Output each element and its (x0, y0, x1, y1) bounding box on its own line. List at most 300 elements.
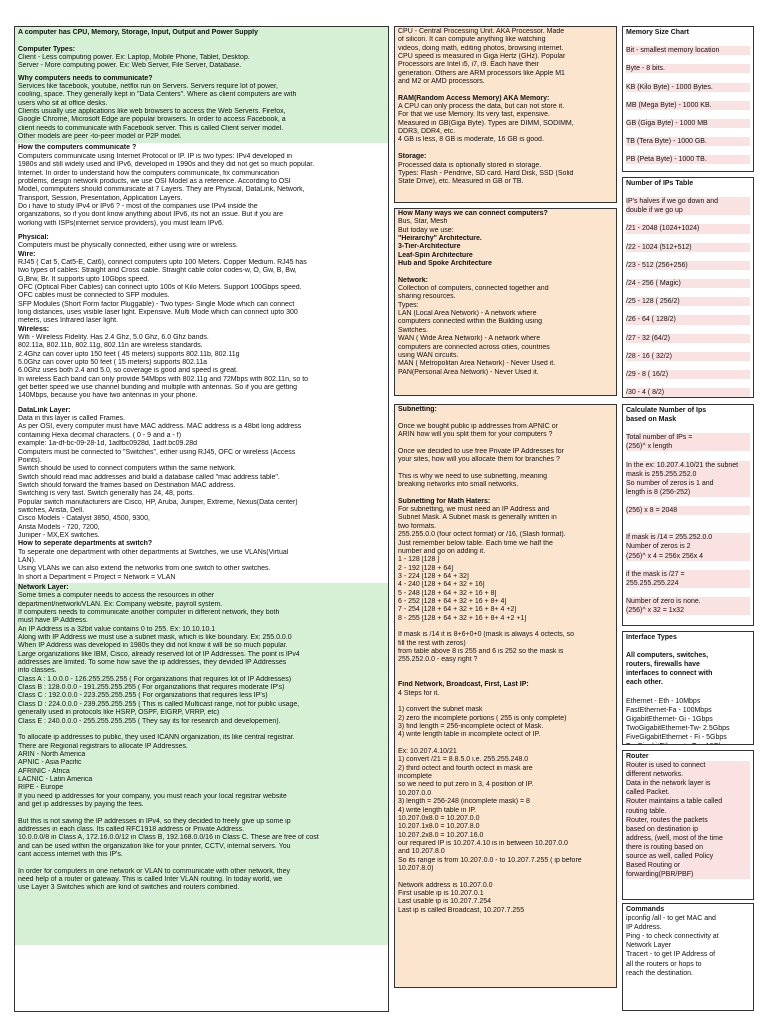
col1-block4-line: In wireless Each band can only provide 54Mbps with 802.11g and 72Mbps with 802.11n, so to (18, 375, 309, 383)
col3-memory-line (626, 55, 750, 64)
col2-block3-line: number and go on adding it. (398, 547, 486, 555)
col2-block3-line: 7 - 254 [128 + 64 + 32 + 16 + 8+ 4 +2] (398, 606, 517, 614)
col3-router-line: Based Routing or (626, 861, 750, 870)
col2-block3-line: First usable ip is 10.207.0.1 (398, 889, 484, 897)
col3-router-line: address, (well, most of the time (626, 834, 750, 843)
col1-block4-line: two types of cables: Straight and Cross cable. Straight cable color codes-w, O, Gw, B, Bw, (18, 267, 297, 275)
col2-block3-line: 4 Steps for it. (398, 689, 440, 697)
col3-iface-line: each other. (626, 679, 663, 687)
col2-block2-line: WAN ( Wide Area Network) - A network where (398, 335, 541, 343)
col3-iface-line: GigabitEthernet- Gi - 1Gbps (626, 715, 713, 723)
col3-calc (626, 406, 750, 615)
col1-block3-line: Computers communicate using Internet Protocol or IP. IP is two types: IPv4 developed in (18, 152, 293, 160)
col3-memory-line: Byte - 8 bits. (626, 64, 750, 73)
col3-ips-line (626, 343, 750, 352)
col3-iface-line: All computers, switches, (626, 652, 709, 660)
col3-ips (626, 179, 750, 398)
col3-iface-line: interfaces to connect with (626, 670, 713, 678)
col2-network-panel (394, 208, 617, 396)
col3-iface (626, 633, 750, 745)
col2-block3-line: incomplete (398, 773, 432, 781)
col3-calc-line: (256)^ x 32 = 1x32 (626, 606, 750, 615)
col1-block5-line: Arista Models - 720, 7200, (18, 523, 100, 531)
col2-block3 (398, 406, 613, 915)
col2-block3-line: Network address is 10.207.0.0 (398, 881, 493, 889)
col1-block5 (18, 407, 385, 582)
col1-block3-line: problems, design network products, we use OSI Model as a reference. According to OSI (18, 177, 291, 185)
col3-cmds-panel (622, 903, 754, 1011)
col2-block1-line: Types: Flash - Pendrive, SD card. Hard Disk, SSD (Solid (398, 169, 574, 177)
col3-memory-line: GB (Giga Byte) - 1000 MB (626, 119, 750, 128)
col1-block2-line: Clients usually use applications like web browsers to access the Web Servers. Firefox, (18, 108, 286, 116)
col2-block2-line: LAN (Local Area Network) - A network where (398, 310, 537, 318)
col1-block6-line: Large organizations like IBM, Cisco, already reserved lot of IP Addresses. The point is IPv4 (18, 650, 300, 658)
col3-ips-panel (622, 177, 754, 398)
col3-ips-line: /23 - 512 (256+256) (626, 261, 750, 270)
col1-block2-line: cooling, space. They generally kept in "Data Centers". Where as client computers are with (18, 91, 297, 99)
col1-block1-line: A computer has CPU, Memory, Storage, Input, Output and Power Supply (18, 29, 258, 36)
col3-calc-line (626, 515, 750, 524)
col2-block1 (398, 28, 613, 187)
col3-router-line: called Packet. (626, 788, 750, 797)
col3-memory-line (626, 73, 750, 82)
col3-ips-line: /25 - 128 ( 256/2) (626, 297, 750, 306)
col1-block1-line: Server - More computing power. Ex: Web Server, File Server, Database. (18, 62, 242, 70)
col1-block6-line: into classes. (18, 667, 57, 675)
col3-ips-line: /27 - 32 (64/2) (626, 334, 750, 343)
col2-block3-line: For subnetting, we must need an IP Address and (398, 506, 550, 514)
col1-block1-line: Computer Types: (18, 45, 76, 53)
col3-memory-line (626, 92, 750, 101)
col1-block6-line: and can be used within the organization like for your printer, CCTV, internal servers. You (18, 842, 291, 850)
col3-ips-line: /30 - 4 ( 8/2) (626, 388, 750, 397)
col3-calc-line: mask is 255.255.252.0 (626, 470, 750, 479)
col3-cmds (626, 905, 750, 978)
col3-cmds-line: all the routers or hops to (626, 960, 702, 968)
col1-block5-line: Computers must be connected to "Switches", either using RJ45, OFC or wireless (Access (18, 448, 296, 456)
col3-ips-line (626, 361, 750, 370)
col2-block3-line (398, 623, 613, 631)
col2-block3-line: 6 - 252 [128 + 64 + 32 + 16 + 8+ 4] (398, 597, 507, 605)
col1-block6-line: Class A : 1.0.0.0 - 126.255.255.255 ( For organizations that requires lot of IP Addresses) (18, 675, 292, 683)
col3-calc-line (626, 561, 750, 570)
col1-block4-line: 140Mbps, because you have two antennas in your phone. (18, 392, 198, 400)
col1-block6-line: addresses are limited. To some how save the ip addresses, they devided IP Addresses (18, 659, 287, 667)
col2-block3-line: ARIN how will you split them for your computers ? (398, 431, 553, 439)
col3-memory (626, 28, 750, 164)
col3-cmds-line: Network Layer (626, 942, 672, 950)
col1-block3-line: working with ISPs(internet service providers), you must learn IPv6. (18, 219, 224, 227)
col1-block6-line: use Layer 3 Switches which are kind of switches and routers combined. (18, 884, 240, 892)
col1-block3-line: Model, commputers should communicate at 7 Layers. They are Physical, DataLink, Network, (18, 186, 305, 194)
col1-block2-line: Why computers needs to communicate? (18, 74, 153, 82)
col2-block3-line: your sites, how will you allocate them for branches ? (398, 456, 560, 464)
col3-calc-line: Number of zeros is 2 (626, 542, 750, 551)
col1-block6-line: An IP Address is a 32bit value contains 0 to 255. Ex: 10.10.10.1 (18, 625, 216, 633)
col1-block6-line (18, 726, 385, 734)
col3-router-line: different networks. (626, 770, 750, 779)
col2-block2-line: Collection of computers, connected together and (398, 285, 549, 293)
col2-block1-line: Storage: (398, 153, 427, 161)
col3-router-line: Router maintains a table called (626, 797, 750, 806)
col1-block6-line: Class D : 224.0.0.0 - 239.255.255.255 ( This is called Multicast range, not for public usage, (18, 700, 300, 708)
col2-block3-line: two formats. (398, 522, 437, 530)
col2-block3-line: Ex: 10.207.4.10/21 (398, 748, 457, 756)
col3-calc-line: In the ex: 10.207.4.10/21 the subnet (626, 461, 750, 470)
col2-block3-line: 3) find length = 256-incomplete octect of Mask. (398, 723, 544, 731)
col1-block6-line: APNIC - Asia Pacific (18, 759, 82, 767)
col3-calc-line: Calculate Number of Ips (626, 407, 707, 414)
col1-block4-line: 802.11a, 802.11b, 802.11g, 802.11n are wireless standards. (18, 342, 203, 350)
col1-block4-line: Wireless: (18, 325, 50, 333)
col2-block3-line: 10.207.1x8.0 = 10.207.8.0 (398, 823, 480, 831)
col2-block2-line: But today we use: (398, 226, 454, 234)
col2-block3-line (398, 873, 613, 881)
col2-block3-line: and 10.207.8.0 (398, 848, 445, 856)
col2-block3-line: 2 - 192 [128 + 64] (398, 564, 454, 572)
col3-ips-line: Number of IPs Table (626, 180, 694, 187)
col2-block3-line: 3) length = 256-248 (incomplete mask) = 8 (398, 798, 530, 806)
col3-cmds-line: Tracert - to get IP Address of (626, 951, 716, 959)
col1-block6-line: LACNIC - Latin America (18, 775, 93, 783)
col2-block1-line: CPU - Central Processing Unit. AKA Processor. Made (398, 28, 565, 35)
col2-block2-line: Leaf-Spin Architecture (398, 251, 473, 259)
col3-memory-line (626, 37, 750, 46)
col2-block3-line: so we need to put zero in 3, 4 position of IP. (398, 781, 534, 789)
col2-block3-line: 10.207.0x8.0 = 10.207.0.0 (398, 814, 480, 822)
col1-block6-line (18, 859, 385, 867)
col3-router-line: Router is used to connect (626, 761, 750, 770)
col2-block3-line: our required IP is 10.207.4.10 is in between 10.207.0.0 (398, 839, 568, 847)
col3-calc-line (626, 588, 750, 597)
col1-block4-line: 5.0Ghz can cover upto 50 feet ( 15 meters) supports 802.11a (18, 359, 207, 367)
col3-calc-line: (256)^ x length (626, 442, 750, 451)
col2-block2-line: Network: (398, 276, 428, 284)
col3-memory-line: KB (Kilo Byte) - 1000 Bytes. (626, 83, 750, 92)
col3-calc-line: 255.255.255.224 (626, 579, 750, 588)
col2-block3-line: 10.207.8.0) (398, 864, 434, 872)
col1-osi-band (15, 143, 388, 583)
col3-memory-line: TB (Tera Byte) - 1000 GB. (626, 137, 750, 146)
col2-block3-line (398, 665, 613, 673)
col1-block5-line: Switch should be used to connect computers within the same network. (18, 465, 236, 473)
col2-block2-line: computers are connected across cities, countries (398, 343, 550, 351)
col3-calc-line: Number of zero is none. (626, 597, 750, 606)
col1-block4-line: Wifi - Wireless Fidelity. Has 2.4 Ghz, 5.0 Ghz, 6.0 Ghz bands. (18, 334, 209, 342)
col3-ips-line: /29 - 8 ( 16/2) (626, 370, 750, 379)
col1-block5-line: In short a Department = Project = Network = VLAN (18, 573, 176, 581)
col3-calc-line (626, 497, 750, 506)
col2-block2-line: Bus, Star, Mesh (398, 218, 448, 226)
col2-block3-line: 255.252.0.0 - easy right ? (398, 656, 478, 664)
col3-cmds-line: Ping - to check connectivity at (626, 933, 719, 941)
col2-block2-line: Hub and Spoke Architecture (398, 260, 492, 268)
col1-block4-line: meters, uses Infrared laser light. (18, 317, 118, 325)
col2-block3-line: 1) convert the subnet mask (398, 706, 483, 714)
col3-memory-line (626, 128, 750, 137)
col2-block3-line: Last usable ip is 10.207.7.254 (398, 898, 492, 906)
col3-iface-line: FiveGigabitEthernet - Fi - 5Gbps (626, 734, 727, 742)
col1-block6-line: need help of a router or gateway. This is called Inter VLAN routing. In today world, we (18, 876, 283, 884)
col3-ips-line (626, 325, 750, 334)
col2-block2-line (398, 268, 613, 276)
col2-block1-line: and M2 or AMD processors. (398, 78, 485, 86)
col2-block3-line: Last ip is called Broadcast, 10.207.7.255 (398, 906, 525, 914)
col1-block5-line: containing Hexa decimal characters. ( 0 - 9 and a - f) (18, 431, 182, 439)
col1-block5-line: Cisco Models - Catalyst 3850, 4500, 9300, (18, 515, 150, 523)
col1-block6-line: If you need ip addresses for your company, you must reach your local registrar website (18, 792, 287, 800)
col1-block4-line: G,Brw, Br. It supports upto 10Gbps speed. (18, 275, 150, 283)
col2-block3-line: 4) write length table in IP. (398, 806, 477, 814)
col1-panel (14, 26, 389, 1012)
col1-block1-line (18, 37, 385, 45)
col2-block3-line: Once we decided to use free Private IP Addresses for (398, 447, 565, 455)
col1-block4-line: SFP Modules (Short Form factor Pluggable) - Two types- Single Mode which can connect (18, 300, 295, 308)
col1-block6-line: Network Layer: (18, 584, 69, 591)
col1-block6-line (18, 809, 385, 817)
col3-iface-line: TwoGigabitEthernet-Tw- 2.5Gbps (626, 724, 730, 732)
col2-block2-line: PAN(Personal Area Network) - Never Used it. (398, 368, 539, 376)
col2-block3-line: Once we bought public ip addresses from APNIC or (398, 422, 558, 430)
col1-block2-line: Google Chrome, Microsoft Edge are popular browsers. In order to access Facebook, a (18, 116, 286, 124)
col1-block5-line: How to seperate departments at switch? (18, 540, 153, 548)
col1-network-band (15, 583, 388, 945)
col3-ips-line: /26 - 64 ( 128/2) (626, 315, 750, 324)
col1-block4-line: Physical: (18, 233, 49, 241)
col2-block1-line: RAM(Random Access Memory) AKA Memory: (398, 94, 550, 102)
col2-block2-line: Switches. (398, 326, 428, 334)
col3-router (626, 752, 750, 879)
col1-block6-line: Class C : 192.0.0.0 - 223.255.255.255 ( For organizations that requires less IP's) (18, 692, 268, 700)
col2-block2-line: How Many ways we can connect computers? (398, 210, 548, 217)
col2-block1-line: Processed data is optionally stored in storage. (398, 161, 542, 169)
col3-router-panel (622, 750, 754, 900)
col2-block2-line: Types: (398, 301, 419, 309)
col2-block3-line: 10.207.0.0 (398, 789, 432, 797)
col1-block6-line: When IP Address was developed in 1980s they did not know it will be so much popular. (18, 642, 288, 650)
col2-block3-line: 8 - 255 [128 + 64 + 32 + 16 + 8+ 4 +2 +1] (398, 614, 527, 622)
col1-block4-line: OFC (Optical Fiber Cables) can connect upto 100s of Kilo Meters. Support 100Gbps speed. (18, 283, 302, 291)
col2-block1-line: 4 GB is less, 8 GB is moderate, 16 GB is good. (398, 136, 544, 144)
col1-block6-line: Class E : 240.0.0.0 - 255.255.255.255 ( They say its for research and developemen). (18, 717, 281, 725)
col3-calc-line: Total number of IPs = (626, 433, 750, 442)
col1-block6-line: Along with IP Address we must use a subnet mask, which is like boundary. Ex: 255.0.0.0 (18, 634, 292, 642)
col1-block5-line: Using VLANs we can also extend the networks from one switch to other switches. (18, 565, 271, 573)
col1-block2 (18, 75, 385, 142)
col2-block1-line: generation. Others are ARM processors like Apple M1 (398, 69, 565, 77)
col2-block2 (398, 210, 613, 377)
col3-calc-line (626, 524, 750, 533)
col2-block1-line: Processors are Intel i5, i7, i9. Each have their (398, 61, 539, 69)
col3-calc-line: length is 8 (256-252) (626, 488, 750, 497)
col1-block5-line: Data in this layer is called Frames. (18, 415, 125, 423)
col2-block1-line: State Drive), etc. Measured in GB or TB. (398, 178, 524, 186)
col2-block3-line: 1 - 128 [128 ] (398, 556, 440, 564)
col2-hardware-panel (394, 26, 617, 203)
col1-block6-line: ARIN - North America (18, 750, 86, 758)
col2-block3-line: 2) third octect and fourth octect in mask are (398, 764, 533, 772)
col3-cmds-line: reach the destination. (626, 969, 693, 977)
col1-block5-line: switches, Arista, Dell. (18, 506, 85, 514)
col2-block2-line: MAN ( Metropolitan Area Network) - Never Used it. (398, 360, 556, 368)
col3-calc-line: If mask is /14 = 255.252.0.0 (626, 533, 750, 542)
col1-block2-line: Other models are peer -to-peer model or P2P model. (18, 133, 182, 141)
col1-block5-line: Juniper - MX,EX switches. (18, 531, 100, 539)
col2-block3-line: from table above 8 is 255 and 6 is 252 so the mask is (398, 647, 564, 655)
col1-block6-line: But this is not saving the IP addresses in IPv4, so they decided to freely give up some ip (18, 817, 291, 825)
col2-block3-line: 10.207.2x8.0 = 10.207.16.0 (398, 831, 484, 839)
col2-block3-line: Subnetting: (398, 406, 437, 413)
col3-ips-line (626, 379, 750, 388)
col2-block3-line: Subnet Mask. A Subnet mask is generally written in (398, 514, 557, 522)
col3-calc-line: based on Mask (626, 416, 677, 424)
col2-block3-line: Subnetting for Math Haters: (398, 497, 491, 505)
col1-block6-line: AFRINIC - Africa (18, 767, 70, 775)
col1-block6-line: generally used in protocols like HSRP, OSPF, EIGRP, VRRP, etc) (18, 709, 220, 717)
col3-calc-panel (622, 404, 754, 626)
col1-block3 (18, 144, 385, 227)
col1-block5-line: Switch should forward the frames based on Destination MAC address. (18, 481, 236, 489)
col1-block4-line: OFC cables must be connected to SFP modules. (18, 292, 170, 300)
col2-block3-line: So its range is from 10.207.0.0 - to 10.207.7.255 ( ip before (398, 856, 582, 864)
col2-block3-line: 2) zero the incomplete portions ( 255 is only complete) (398, 714, 567, 722)
col1-intro-band (15, 27, 388, 143)
col2-block1-line: CPU speed is measured in Giga Hertz (GHz). Popular (398, 53, 566, 61)
col2-block3-line: Just remember below table. Each time we half the (398, 539, 553, 547)
col3-ips-line (626, 188, 750, 197)
col3-ips-line (626, 270, 750, 279)
col2-block2-line: computers connected within the Building using (398, 318, 542, 326)
col2-block1-line: A CPU can only process the data, but can not store it. (398, 103, 565, 111)
col3-iface-line: routers, firewalls have (626, 661, 700, 669)
col1-block6-line: Some times a computer needs to access the resources in other (18, 592, 215, 600)
col2-block3-line: fill the rest with zeros) (398, 639, 466, 647)
col2-block2-line: using WAN circuits. (398, 351, 459, 359)
col1-block5-line: DataLink Layer: (18, 406, 71, 414)
col3-router-line: Data in the network layer is (626, 779, 750, 788)
col3-memory-line: Memory Size Chart (626, 29, 690, 36)
col3-iface-line (626, 688, 750, 697)
col3-memory-line: PB (Peta Byte) - 1000 TB. (626, 155, 750, 164)
col3-ips-line (626, 288, 750, 297)
col3-memory-line (626, 110, 750, 119)
col2-block3-line: 1) convert /21 = 8.8.5.0 i.e. 255.255.248.0 (398, 756, 529, 764)
col2-block2-line: "Heirarchy" Architecture. (398, 235, 482, 243)
col3-ips-line (626, 215, 750, 224)
col2-block3-line (398, 673, 613, 681)
col1-block4-line: RJ45 ( Cat 5, Cat5-E, Cat6), connect computers upto 100 Meters. Copper Medium. RJ45 has (18, 258, 307, 266)
col2-block1-line: DDR3, DDR4, etc. (398, 128, 456, 136)
col3-memory-line: MB (Mega Byte) - 1000 KB. (626, 101, 750, 110)
col1-block6-line: addresses in each class. Its called RFC1918 address or Private Address. (18, 825, 245, 833)
col3-calc-line (626, 451, 750, 460)
col1-block6-line: There are Regional registrars to allocate IP Addresses. (18, 742, 188, 750)
col2-block3-line: 4 - 240 [128 + 64 + 32 + 16] (398, 581, 485, 589)
col1-block3-line: How the computers communicate ? (18, 144, 137, 152)
col1-block5-line: example: 1a-df-bc-09-28-1d, 1adfbc0928d, 1adf.bc09.28d (18, 440, 198, 448)
col3-iface-line: Ethernet - Eth - 10Mbps (626, 697, 701, 705)
col3-ips-line (626, 397, 750, 398)
col1-block4-line: long distances, uses visible laser light. Expensive. Multi Mode which can connect upto 300 (18, 309, 298, 316)
col1-block6-line: Class B : 128.0.0.0 - 191.255.255.255 ( For organizations that requires moderate IP's) (18, 684, 285, 692)
col2-block2-line: 3-Tier-Architecture (398, 243, 461, 251)
col3-memory-line: Bit - smallest memory location (626, 46, 750, 55)
col1-block4 (18, 234, 385, 401)
col3-cmds-line: IP Address. (626, 924, 662, 932)
col2-subnetting-panel (394, 404, 617, 988)
col2-block3-line (398, 698, 613, 706)
col2-block2-line: sharing resources. (398, 293, 456, 301)
col1-block4-line: get better speed we use channel bunding and multiple with antennas. So if you are getting (18, 384, 298, 392)
col2-block3-line: breaking networks into small networks. (398, 481, 519, 489)
col3-memory-line (626, 146, 750, 155)
col3-ips-line: double if we go up (626, 206, 750, 215)
col1-block3-line: Do i have to study IPv4 or IPv6 ? - most of the companies use IPv4 inside the (18, 202, 258, 210)
col2-block3-line: 4) write length table in incomplete octect of IP. (398, 731, 541, 739)
col2-block3-line (398, 740, 613, 748)
col2-block1-line (398, 86, 613, 94)
col3-calc-line: (256) x 8 = 2048 (626, 506, 750, 515)
col1-block4-line: 2.4Ghz can cover upto 150 feet ( 45 meters) supports 802.11b, 802.11g (18, 350, 240, 358)
col1-block2-line: Services like facebook, youtube, netflix run on Servers. Servers require lot of power, (18, 83, 278, 91)
col3-ips-line (626, 234, 750, 243)
col3-router-line: Router (626, 753, 649, 760)
col3-ips-line: /21 - 2048 (1024+1024) (626, 224, 750, 233)
col1-block3-line: 1980s and still widely used and IPv6, developed in 1990s and they did not get so much popular. (18, 161, 315, 169)
col1-block6-line: To allocate ip addresses to public, they used ICANN organization, its like central registrar. (18, 734, 295, 742)
col1-block5-line: To seperate one department with other departments at Switches, we use VLANs(Virtual (18, 548, 289, 556)
col3-router-line: based on destination ip (626, 825, 750, 834)
col3-calc-line: (256)^ x 4 = 256x 256x 4 (626, 552, 750, 561)
col3-memory-panel (622, 26, 754, 172)
col3-cmds-line: ipconfig /all - to get MAC and (626, 915, 716, 923)
col1-block3-line: Internet. In order to understand how the computers communicate, fix communication (18, 169, 280, 177)
col2-block1-line: of silicon. It can compute anything like watching (398, 36, 546, 44)
col2-block3-line: If mask is /14 it is 8+6+0+0 (mask is always 4 octects, so (398, 631, 575, 639)
col1-block1 (18, 29, 385, 71)
col3-router-line: Router, routes the packets (626, 816, 750, 825)
col3-ips-line: /28 - 16 ( 32/2) (626, 352, 750, 361)
col1-block4-line: 6.0Ghz uses both 2.4 and 5.0, so coverage is good and speed is great. (18, 367, 238, 375)
col3-router-line: there is routing based on (626, 843, 750, 852)
col1-block6-line: department/network/VLAN. Ex: Company website, payroll system. (18, 600, 223, 608)
col1-block5-line: Points). (18, 456, 42, 464)
col3-router-line: forwarding(PBR/PBF) (626, 870, 750, 879)
col2-block3-line: Find Network, Broadcast, First, Last IP: (398, 681, 529, 689)
col3-router-line: routing table. (626, 807, 750, 816)
col1-block5-line: Switching is very fast. Switch generally has 24, 48, ports. (18, 490, 195, 498)
col3-iface-line (626, 742, 750, 745)
col1-block6-line: must have IP Address. (18, 617, 88, 625)
col3-ips-line (626, 306, 750, 315)
col1-block5-line: Switch should read mac addresses and build a database called "mac address table". (18, 473, 280, 481)
col2-block1-line: Measured in GB(Giga Byte). Types are DIMM, SODIMM, (398, 119, 574, 127)
col3-iface-line (626, 642, 750, 651)
col3-calc-line: if the mask is /27 = (626, 570, 750, 579)
col2-block3-line: This is why we need to use subnetting, meaning (398, 472, 548, 480)
col2-block1-line (398, 145, 613, 153)
col1-block2-line: client needs to communicate with Facebook server. This is called Client server model. (18, 124, 284, 132)
col3-iface-line: FastEthernet-Fa - 100Mbps (626, 706, 712, 714)
col2-block3-line (398, 464, 613, 472)
col1-block5-line: As per OSI, every computer must have MAC address. MAC address is a 48bit long address (18, 423, 302, 431)
col1-block6-line: In order for computers in one network or VLAN to communicate with other network, they (18, 867, 290, 875)
col1-block5-line: LAN). (18, 556, 36, 564)
col2-block3-line (398, 489, 613, 497)
col3-calc-line (626, 424, 750, 433)
col1-block1-line: Client - Less computing power. Ex: Laptop, Mobile Phone, Tablet, Desktop. (18, 54, 250, 62)
col2-block3-line: 5 - 248 [128 + 64 + 32 + 16 + 8] (398, 589, 497, 597)
